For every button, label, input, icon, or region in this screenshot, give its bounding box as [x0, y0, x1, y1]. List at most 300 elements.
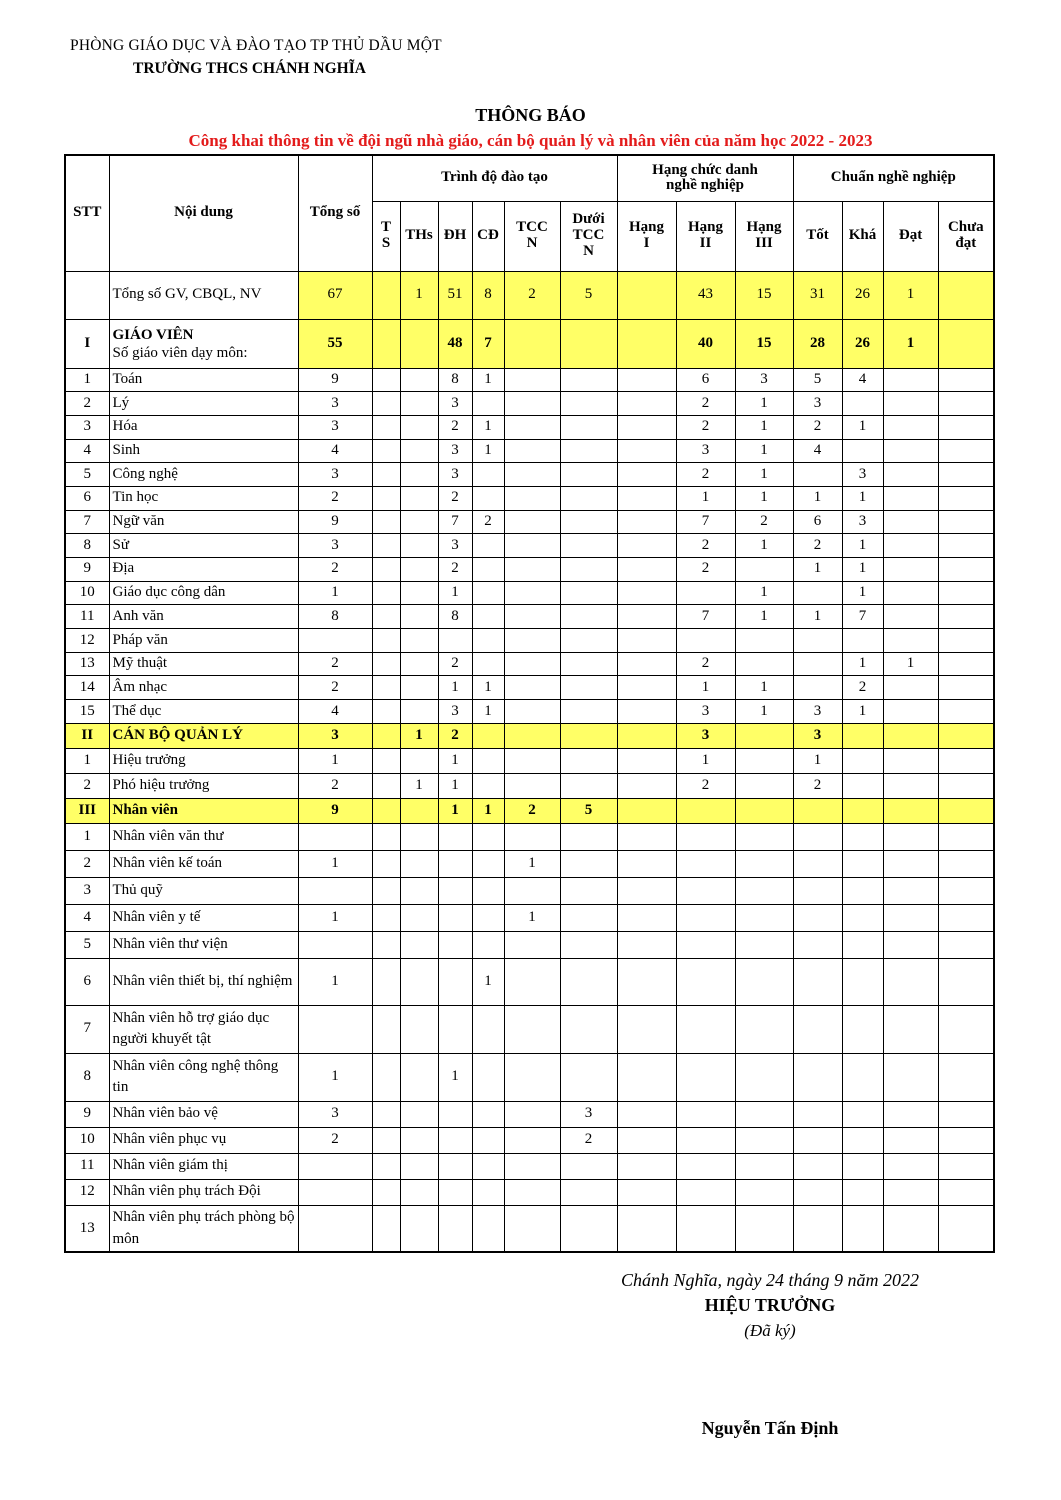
- table-cell: [560, 1179, 617, 1205]
- staff-row: [65, 1205, 994, 1252]
- table-cell: [400, 486, 438, 510]
- header-ths: THs: [400, 201, 438, 271]
- row-stt: 10: [65, 1127, 109, 1153]
- subject-row: [65, 652, 994, 676]
- table-cell: [617, 1053, 676, 1101]
- table-cell: 2: [676, 652, 735, 676]
- table-cell: [676, 1179, 735, 1205]
- table-cell: [504, 368, 560, 392]
- table-cell: [372, 581, 400, 605]
- table-cell: 28: [793, 319, 842, 368]
- table-cell: [842, 748, 883, 773]
- table-cell: [735, 823, 793, 850]
- staff-row: [65, 1005, 994, 1053]
- row-stt: II: [65, 723, 109, 748]
- table-cell: [298, 1005, 372, 1053]
- table-cell: [400, 798, 438, 823]
- table-cell: [438, 850, 472, 877]
- section-subtitle: Số giáo viên dạy môn:: [112, 344, 248, 361]
- table-cell: 1: [298, 958, 372, 1005]
- table-cell: [883, 439, 938, 463]
- table-cell: [400, 558, 438, 582]
- table-cell: [617, 1205, 676, 1252]
- table-cell: [372, 850, 400, 877]
- table-cell: 1: [676, 748, 735, 773]
- table-cell: [298, 823, 372, 850]
- table-cell: [617, 904, 676, 931]
- header-tong-so: Tổng số: [298, 155, 372, 271]
- staff-row: [65, 1053, 994, 1101]
- signature-date: Chánh Nghĩa, ngày 24 tháng 9 năm 2022: [620, 1270, 919, 1290]
- header-dat: Đạt: [883, 201, 938, 271]
- table-cell: [472, 629, 504, 653]
- section-row-can-bo-quan-ly: [65, 723, 994, 748]
- table-cell: [472, 1053, 504, 1101]
- table-cell: [617, 931, 676, 958]
- subject-row: [65, 581, 994, 605]
- table-cell: 3: [793, 392, 842, 416]
- table-cell: 1: [842, 700, 883, 724]
- table-cell: [735, 904, 793, 931]
- table-cell: [400, 605, 438, 629]
- table-cell: 1: [842, 652, 883, 676]
- table-cell: 7: [472, 319, 504, 368]
- row-stt: 10: [65, 581, 109, 605]
- table-cell: [472, 392, 504, 416]
- section-row-nhan-vien: [65, 798, 994, 823]
- header-hang2-l2: II: [699, 235, 712, 251]
- table-cell: [735, 723, 793, 748]
- table-cell: [400, 629, 438, 653]
- table-cell: [372, 534, 400, 558]
- table-cell: [504, 773, 560, 798]
- table-cell: [372, 629, 400, 653]
- total-row: [65, 271, 994, 319]
- header-hang3-l1: Hạng: [746, 219, 782, 236]
- table-cell: [400, 1179, 438, 1205]
- table-cell: [372, 439, 400, 463]
- table-cell: [438, 931, 472, 958]
- table-cell: 1: [472, 700, 504, 724]
- table-cell: [438, 1153, 472, 1179]
- table-cell: [842, 773, 883, 798]
- table-cell: 8: [298, 605, 372, 629]
- table-cell: [676, 1101, 735, 1127]
- table-cell: [735, 958, 793, 1005]
- table-cell: [400, 1153, 438, 1179]
- table-cell: 2: [793, 415, 842, 439]
- table-cell: [735, 1005, 793, 1053]
- table-cell: [504, 534, 560, 558]
- row-label: [109, 319, 298, 368]
- table-cell: [372, 392, 400, 416]
- table-cell: [793, 1053, 842, 1101]
- table-cell: 1: [735, 415, 793, 439]
- table-cell: [793, 904, 842, 931]
- row-label: CÁN BỘ QUẢN LÝ: [109, 723, 298, 748]
- table-cell: [617, 1153, 676, 1179]
- header-hang-chuc-danh-line2: nghề nghiệp: [666, 177, 744, 194]
- table-cell: [504, 700, 560, 724]
- table-cell: [372, 1053, 400, 1101]
- table-cell: [938, 1153, 994, 1179]
- table-cell: 2: [842, 676, 883, 700]
- table-cell: [560, 319, 617, 368]
- table-cell: [400, 877, 438, 904]
- row-label: Mỹ thuật: [109, 652, 298, 676]
- table-cell: 3: [793, 723, 842, 748]
- table-cell: [504, 1053, 560, 1101]
- table-cell: 1: [676, 486, 735, 510]
- table-cell: [617, 510, 676, 534]
- row-stt: I: [65, 319, 109, 368]
- table-cell: [438, 877, 472, 904]
- table-cell: [793, 1005, 842, 1053]
- table-cell: [438, 904, 472, 931]
- table-cell: [472, 1179, 504, 1205]
- table-cell: 2: [438, 723, 472, 748]
- table-cell: [842, 1127, 883, 1153]
- table-cell: [735, 558, 793, 582]
- table-cell: [938, 581, 994, 605]
- table-cell: [472, 463, 504, 487]
- subject-row: [65, 392, 994, 416]
- table-cell: 8: [438, 605, 472, 629]
- table-cell: [938, 605, 994, 629]
- table-cell: [372, 486, 400, 510]
- table-cell: 4: [842, 368, 883, 392]
- header-tot: Tốt: [793, 201, 842, 271]
- table-cell: [298, 1153, 372, 1179]
- header-dh: ĐH: [438, 201, 472, 271]
- table-cell: [883, 558, 938, 582]
- header-hang-2: [676, 201, 735, 271]
- table-cell: [560, 463, 617, 487]
- table-cell: [400, 931, 438, 958]
- header-duoi-l2: TCC: [572, 227, 605, 244]
- document-title: THÔNG BÁO: [475, 105, 586, 125]
- table-cell: 3: [298, 1101, 372, 1127]
- table-cell: [842, 850, 883, 877]
- table-cell: [793, 823, 842, 850]
- table-cell: [560, 415, 617, 439]
- table-cell: [793, 850, 842, 877]
- table-cell: 2: [676, 558, 735, 582]
- table-cell: 2: [298, 652, 372, 676]
- table-cell: 1: [400, 271, 438, 319]
- table-cell: 1: [400, 723, 438, 748]
- table-cell: [400, 1053, 438, 1101]
- table-cell: [617, 850, 676, 877]
- table-cell: 1: [472, 958, 504, 1005]
- table-cell: [400, 319, 438, 368]
- table-cell: [676, 798, 735, 823]
- table-cell: 1: [504, 904, 560, 931]
- table-cell: [372, 798, 400, 823]
- table-cell: [842, 877, 883, 904]
- department-name: PHÒNG GIÁO DỤC VÀ ĐÀO TẠO TP THỦ DẦU MỘT: [70, 37, 442, 54]
- staff-row: [65, 823, 994, 850]
- table-cell: [472, 558, 504, 582]
- table-cell: [298, 1205, 372, 1252]
- table-cell: 2: [735, 510, 793, 534]
- school-name: TRƯỜNG THCS CHÁNH NGHĨA: [133, 60, 366, 77]
- subject-row: [65, 415, 994, 439]
- table-cell: [842, 958, 883, 1005]
- table-cell: [883, 1101, 938, 1127]
- table-cell: 7: [676, 605, 735, 629]
- table-cell: [617, 463, 676, 487]
- table-cell: [372, 723, 400, 748]
- table-cell: [676, 823, 735, 850]
- table-cell: [372, 510, 400, 534]
- table-cell: 1: [676, 676, 735, 700]
- table-cell: 1: [842, 486, 883, 510]
- table-cell: [883, 1179, 938, 1205]
- table-cell: [938, 748, 994, 773]
- table-cell: [938, 823, 994, 850]
- table-cell: 2: [560, 1127, 617, 1153]
- table-cell: [617, 1179, 676, 1205]
- table-cell: [617, 558, 676, 582]
- table-cell: [793, 1127, 842, 1153]
- row-stt: 14: [65, 676, 109, 700]
- staff-row: [65, 850, 994, 877]
- header-chuan: Chuẩn nghề nghiệp: [793, 155, 994, 201]
- table-cell: [938, 486, 994, 510]
- document-subtitle: Công khai thông tin về đội ngũ nhà giáo, cán bộ quản lý và nhân viên của năm học 2022 - 2023: [188, 131, 873, 150]
- table-cell: [472, 486, 504, 510]
- table-cell: 48: [438, 319, 472, 368]
- table-cell: [472, 723, 504, 748]
- table-cell: [883, 415, 938, 439]
- table-cell: 5: [560, 798, 617, 823]
- table-cell: [617, 439, 676, 463]
- table-cell: [504, 723, 560, 748]
- row-stt: 12: [65, 1179, 109, 1205]
- table-cell: 8: [438, 368, 472, 392]
- row-stt: 5: [65, 463, 109, 487]
- table-cell: 40: [676, 319, 735, 368]
- subject-row: [65, 463, 994, 487]
- row-label: Tổng số GV, CBQL, NV: [109, 271, 298, 319]
- table-cell: [560, 1005, 617, 1053]
- table-cell: [938, 510, 994, 534]
- table-cell: 2: [298, 676, 372, 700]
- table-cell: [793, 629, 842, 653]
- table-cell: 3: [560, 1101, 617, 1127]
- table-cell: [883, 463, 938, 487]
- table-cell: 9: [298, 510, 372, 534]
- table-cell: [883, 676, 938, 700]
- table-cell: [676, 1153, 735, 1179]
- table-cell: [676, 1205, 735, 1252]
- table-cell: [938, 850, 994, 877]
- header-hang-chuc-danh: [617, 155, 793, 201]
- table-cell: [400, 1005, 438, 1053]
- row-stt: 4: [65, 904, 109, 931]
- table-cell: [735, 1205, 793, 1252]
- table-cell: [938, 652, 994, 676]
- table-cell: [560, 773, 617, 798]
- table-cell: 3: [298, 392, 372, 416]
- table-cell: [560, 581, 617, 605]
- table-cell: [372, 823, 400, 850]
- table-cell: [372, 958, 400, 1005]
- staff-row: [65, 1179, 994, 1205]
- table-cell: [938, 1205, 994, 1252]
- table-cell: 6: [793, 510, 842, 534]
- table-cell: [617, 652, 676, 676]
- table-cell: [842, 1101, 883, 1127]
- table-cell: [883, 629, 938, 653]
- table-cell: [883, 877, 938, 904]
- subject-row: [65, 439, 994, 463]
- table-cell: [560, 700, 617, 724]
- table-cell: 1: [298, 748, 372, 773]
- subject-row: [65, 510, 994, 534]
- table-cell: [372, 1005, 400, 1053]
- table-cell: [938, 439, 994, 463]
- table-cell: [560, 605, 617, 629]
- table-cell: [842, 629, 883, 653]
- table-cell: 1: [504, 850, 560, 877]
- subject-row: [65, 629, 994, 653]
- table-cell: [298, 629, 372, 653]
- table-cell: 26: [842, 271, 883, 319]
- row-label: Nhân viên y tế: [109, 904, 298, 931]
- table-cell: [676, 958, 735, 1005]
- table-cell: 3: [298, 415, 372, 439]
- table-cell: [372, 652, 400, 676]
- row-label: Lý: [109, 392, 298, 416]
- table-cell: [472, 652, 504, 676]
- table-cell: 1: [735, 605, 793, 629]
- row-stt: 8: [65, 534, 109, 558]
- table-cell: [372, 368, 400, 392]
- table-cell: 2: [676, 463, 735, 487]
- table-cell: 2: [676, 773, 735, 798]
- table-cell: 67: [298, 271, 372, 319]
- table-cell: [842, 1053, 883, 1101]
- table-cell: [883, 392, 938, 416]
- table-cell: [676, 877, 735, 904]
- table-cell: [617, 823, 676, 850]
- row-label: Nhân viên: [109, 798, 298, 823]
- table-cell: [472, 1005, 504, 1053]
- table-cell: 1: [842, 558, 883, 582]
- row-stt: 7: [65, 1005, 109, 1053]
- table-cell: [400, 510, 438, 534]
- row-label: Toán: [109, 368, 298, 392]
- table-cell: 2: [438, 415, 472, 439]
- table-cell: [938, 958, 994, 1005]
- row-stt: 11: [65, 1153, 109, 1179]
- table-cell: 1: [438, 773, 472, 798]
- table-cell: 2: [504, 798, 560, 823]
- table-cell: [617, 700, 676, 724]
- table-cell: 55: [298, 319, 372, 368]
- table-cell: 7: [676, 510, 735, 534]
- table-cell: [504, 1005, 560, 1053]
- table-cell: [842, 439, 883, 463]
- table-cell: 3: [438, 392, 472, 416]
- row-label: Hiệu trưởng: [109, 748, 298, 773]
- table-cell: 3: [676, 700, 735, 724]
- table-cell: 1: [793, 605, 842, 629]
- table-cell: [735, 629, 793, 653]
- table-cell: 1: [735, 676, 793, 700]
- table-cell: [504, 392, 560, 416]
- table-cell: [735, 652, 793, 676]
- table-cell: [438, 958, 472, 1005]
- table-cell: [793, 581, 842, 605]
- table-cell: [938, 723, 994, 748]
- table-cell: [883, 1205, 938, 1252]
- table-cell: [793, 1101, 842, 1127]
- subject-row: [65, 558, 994, 582]
- table-cell: [504, 510, 560, 534]
- table-cell: [883, 1153, 938, 1179]
- table-cell: 3: [298, 723, 372, 748]
- table-cell: [504, 748, 560, 773]
- table-cell: [372, 904, 400, 931]
- table-cell: [504, 558, 560, 582]
- table-cell: [883, 748, 938, 773]
- row-stt: 13: [65, 1205, 109, 1252]
- staff-row: [65, 931, 994, 958]
- header-hang-3: [735, 201, 793, 271]
- table-cell: [372, 558, 400, 582]
- table-cell: [472, 1153, 504, 1179]
- row-stt: 11: [65, 605, 109, 629]
- table-cell: 1: [735, 486, 793, 510]
- table-cell: [372, 415, 400, 439]
- table-cell: [400, 463, 438, 487]
- table-cell: [372, 773, 400, 798]
- table-cell: [560, 439, 617, 463]
- table-cell: [504, 1179, 560, 1205]
- header-duoi-tccn: [560, 201, 617, 271]
- table-cell: [504, 605, 560, 629]
- table-cell: [298, 877, 372, 904]
- table-cell: [617, 748, 676, 773]
- header-hang1-l2: I: [643, 235, 650, 251]
- table-cell: 2: [298, 773, 372, 798]
- row-stt: 6: [65, 958, 109, 1005]
- table-cell: 3: [735, 368, 793, 392]
- table-cell: [883, 931, 938, 958]
- table-cell: [938, 1179, 994, 1205]
- header-hang3-l2: III: [755, 235, 773, 251]
- table-cell: [938, 904, 994, 931]
- table-cell: [504, 629, 560, 653]
- table-cell: [938, 931, 994, 958]
- header-trinh-do: Trình độ đào tạo: [372, 155, 617, 201]
- table-cell: [676, 581, 735, 605]
- row-stt: 1: [65, 368, 109, 392]
- table-cell: [617, 271, 676, 319]
- table-cell: 1: [438, 581, 472, 605]
- table-cell: [560, 676, 617, 700]
- table-cell: [400, 439, 438, 463]
- table-cell: 1: [438, 798, 472, 823]
- header-hang1-l1: Hạng: [628, 219, 664, 236]
- table-cell: [472, 605, 504, 629]
- row-stt: [65, 271, 109, 319]
- table-cell: 6: [676, 368, 735, 392]
- table-cell: 26: [842, 319, 883, 368]
